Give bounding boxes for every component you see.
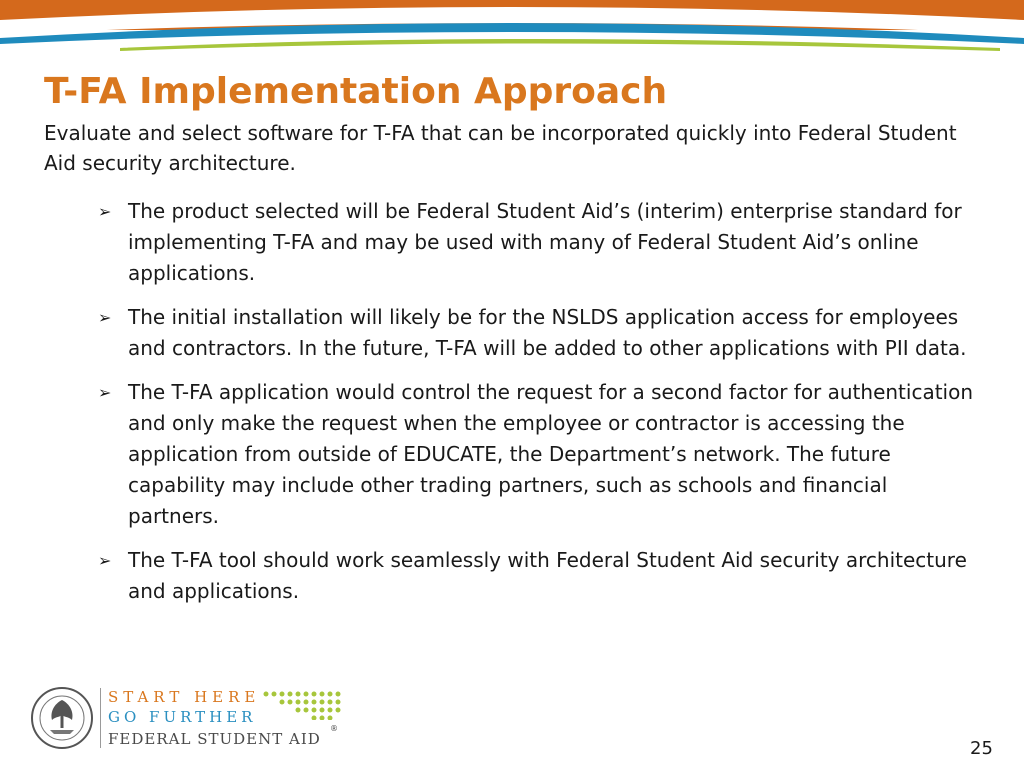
list-item — [98, 196, 978, 289]
list-item — [98, 545, 978, 607]
arrow-bullet-icon: ➢ — [98, 551, 112, 570]
bullet-text: The T-FA tool should work seamlessly with Federal Student Aid security architecture and applications. — [128, 548, 967, 603]
logo-agency-name: FEDERAL STUDENT AID — [108, 730, 321, 748]
logo-go-further: GO FURTHER — [108, 708, 257, 726]
header-banner — [0, 0, 1024, 56]
bullet-text: The initial installation will likely be for the NSLDS application access for employees and contractors. In the future, T-FA will be added to other applications with PII data. — [128, 305, 967, 360]
bullet-text: The product selected will be Federal Student Aid’s (interim) enterprise standard for implementing T-FA and may be used with many of Federal Student Aid’s online applications. — [128, 199, 962, 285]
bullet-list — [98, 196, 978, 620]
arrow-bullet-icon: ➢ — [98, 308, 112, 327]
logo-start-here: START HERE — [108, 688, 261, 706]
slide-subtitle: Evaluate and select software for T-FA that can be incorporated quickly into Federal Student Aid security architecture. — [44, 121, 957, 175]
page-number: 25 — [970, 738, 993, 759]
dot-grid-icon — [262, 690, 342, 720]
registered-mark: ® — [330, 724, 338, 733]
bullet-text: The T-FA application would control the request for a second factor for authentication and only make the request when the employee or contractor is accessing the application from outside of EDUCATE, the Department’s network. The future capability may include other trading partners, such as schools and financial partners. — [128, 380, 974, 528]
list-item — [98, 377, 978, 532]
fsa-logo — [30, 684, 370, 754]
arrow-bullet-icon: ➢ — [98, 202, 112, 221]
arrow-bullet-icon: ➢ — [98, 383, 112, 402]
list-item — [98, 302, 978, 364]
department-seal-icon — [30, 686, 94, 750]
logo-divider — [100, 688, 101, 748]
page-title: T-FA Implementation Approach — [44, 71, 668, 112]
